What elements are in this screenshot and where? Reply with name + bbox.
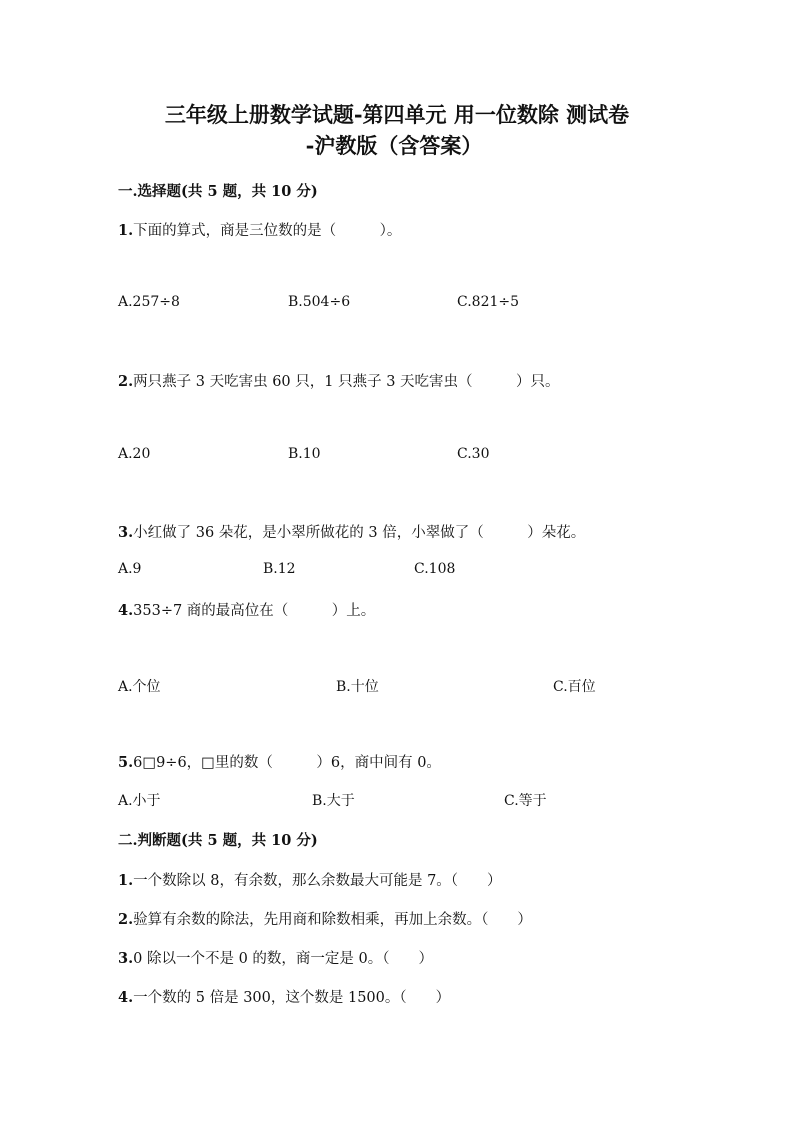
question-text: 两只燕子 3 天吃害虫 60 只，1 只燕子 3 天吃害虫（ ）只。 (133, 374, 560, 390)
option-c: C.百位 (553, 679, 596, 695)
judge-question-2 (118, 908, 532, 929)
option-b: B.十位 (336, 679, 379, 695)
option-a: A.257÷8 (118, 294, 180, 310)
option-c: C.108 (414, 561, 456, 577)
question-number: 4. (118, 602, 134, 619)
judge-question-1 (118, 869, 502, 890)
option-a: A.9 (118, 561, 142, 577)
page-title-line2: -沪教版（含答案） (305, 133, 483, 158)
judge-question-4 (118, 986, 450, 1007)
option-b: B.504÷6 (288, 294, 351, 310)
question-text: 353÷7 商的最高位在（ ）上。 (133, 603, 376, 619)
question-text: 下面的算式，商是三位数的是（ ）。 (133, 223, 402, 239)
option-c: C.等于 (504, 793, 547, 809)
option-a: A.小于 (118, 793, 161, 809)
section1-heading: 一.选择题(共 5 题，共 10 分) (118, 183, 318, 200)
question-text: 验算有余数的除法，先用商和除数相乘，再加上余数。（ ） (133, 912, 532, 928)
question-1 (118, 219, 401, 240)
option-c: C.821÷5 (457, 294, 520, 310)
question-number: 2. (118, 373, 134, 390)
question-text: 一个数的 5 倍是 300，这个数是 1500。（ ） (133, 990, 451, 1006)
question-number: 2. (118, 911, 134, 928)
question-number: 1. (118, 872, 134, 889)
question-text: 小红做了 36 朵花，是小翠所做花的 3 倍，小翠做了（ ）朵花。 (133, 525, 586, 541)
question-number: 5. (118, 754, 134, 771)
question-number: 1. (118, 222, 134, 239)
question-number: 3. (118, 950, 134, 967)
option-c: C.30 (457, 446, 490, 462)
question-3 (118, 521, 585, 542)
question-number: 3. (118, 524, 134, 541)
page-title-line1: 三年级上册数学试题-第四单元 用一位数除 测试卷 (164, 102, 630, 127)
question-4 (118, 599, 375, 620)
option-b: B.12 (263, 561, 296, 577)
question-5 (118, 751, 441, 772)
option-a: A.20 (118, 446, 151, 462)
question-text: 6□9÷6，□里的数（ ）6，商中间有 0。 (133, 755, 441, 771)
option-b: B.10 (288, 446, 321, 462)
option-b: B.大于 (312, 793, 355, 809)
judge-question-3 (118, 947, 433, 968)
question-number: 4. (118, 989, 134, 1006)
question-text: 一个数除以 8，有余数，那么余数最大可能是 7。（ ） (133, 873, 502, 889)
question-2 (118, 370, 560, 391)
question-text: 0 除以一个不是 0 的数，商一定是 0。（ ） (133, 951, 434, 967)
section2-heading: 二.判断题(共 5 题，共 10 分) (118, 832, 318, 849)
option-a: A.个位 (118, 679, 161, 695)
